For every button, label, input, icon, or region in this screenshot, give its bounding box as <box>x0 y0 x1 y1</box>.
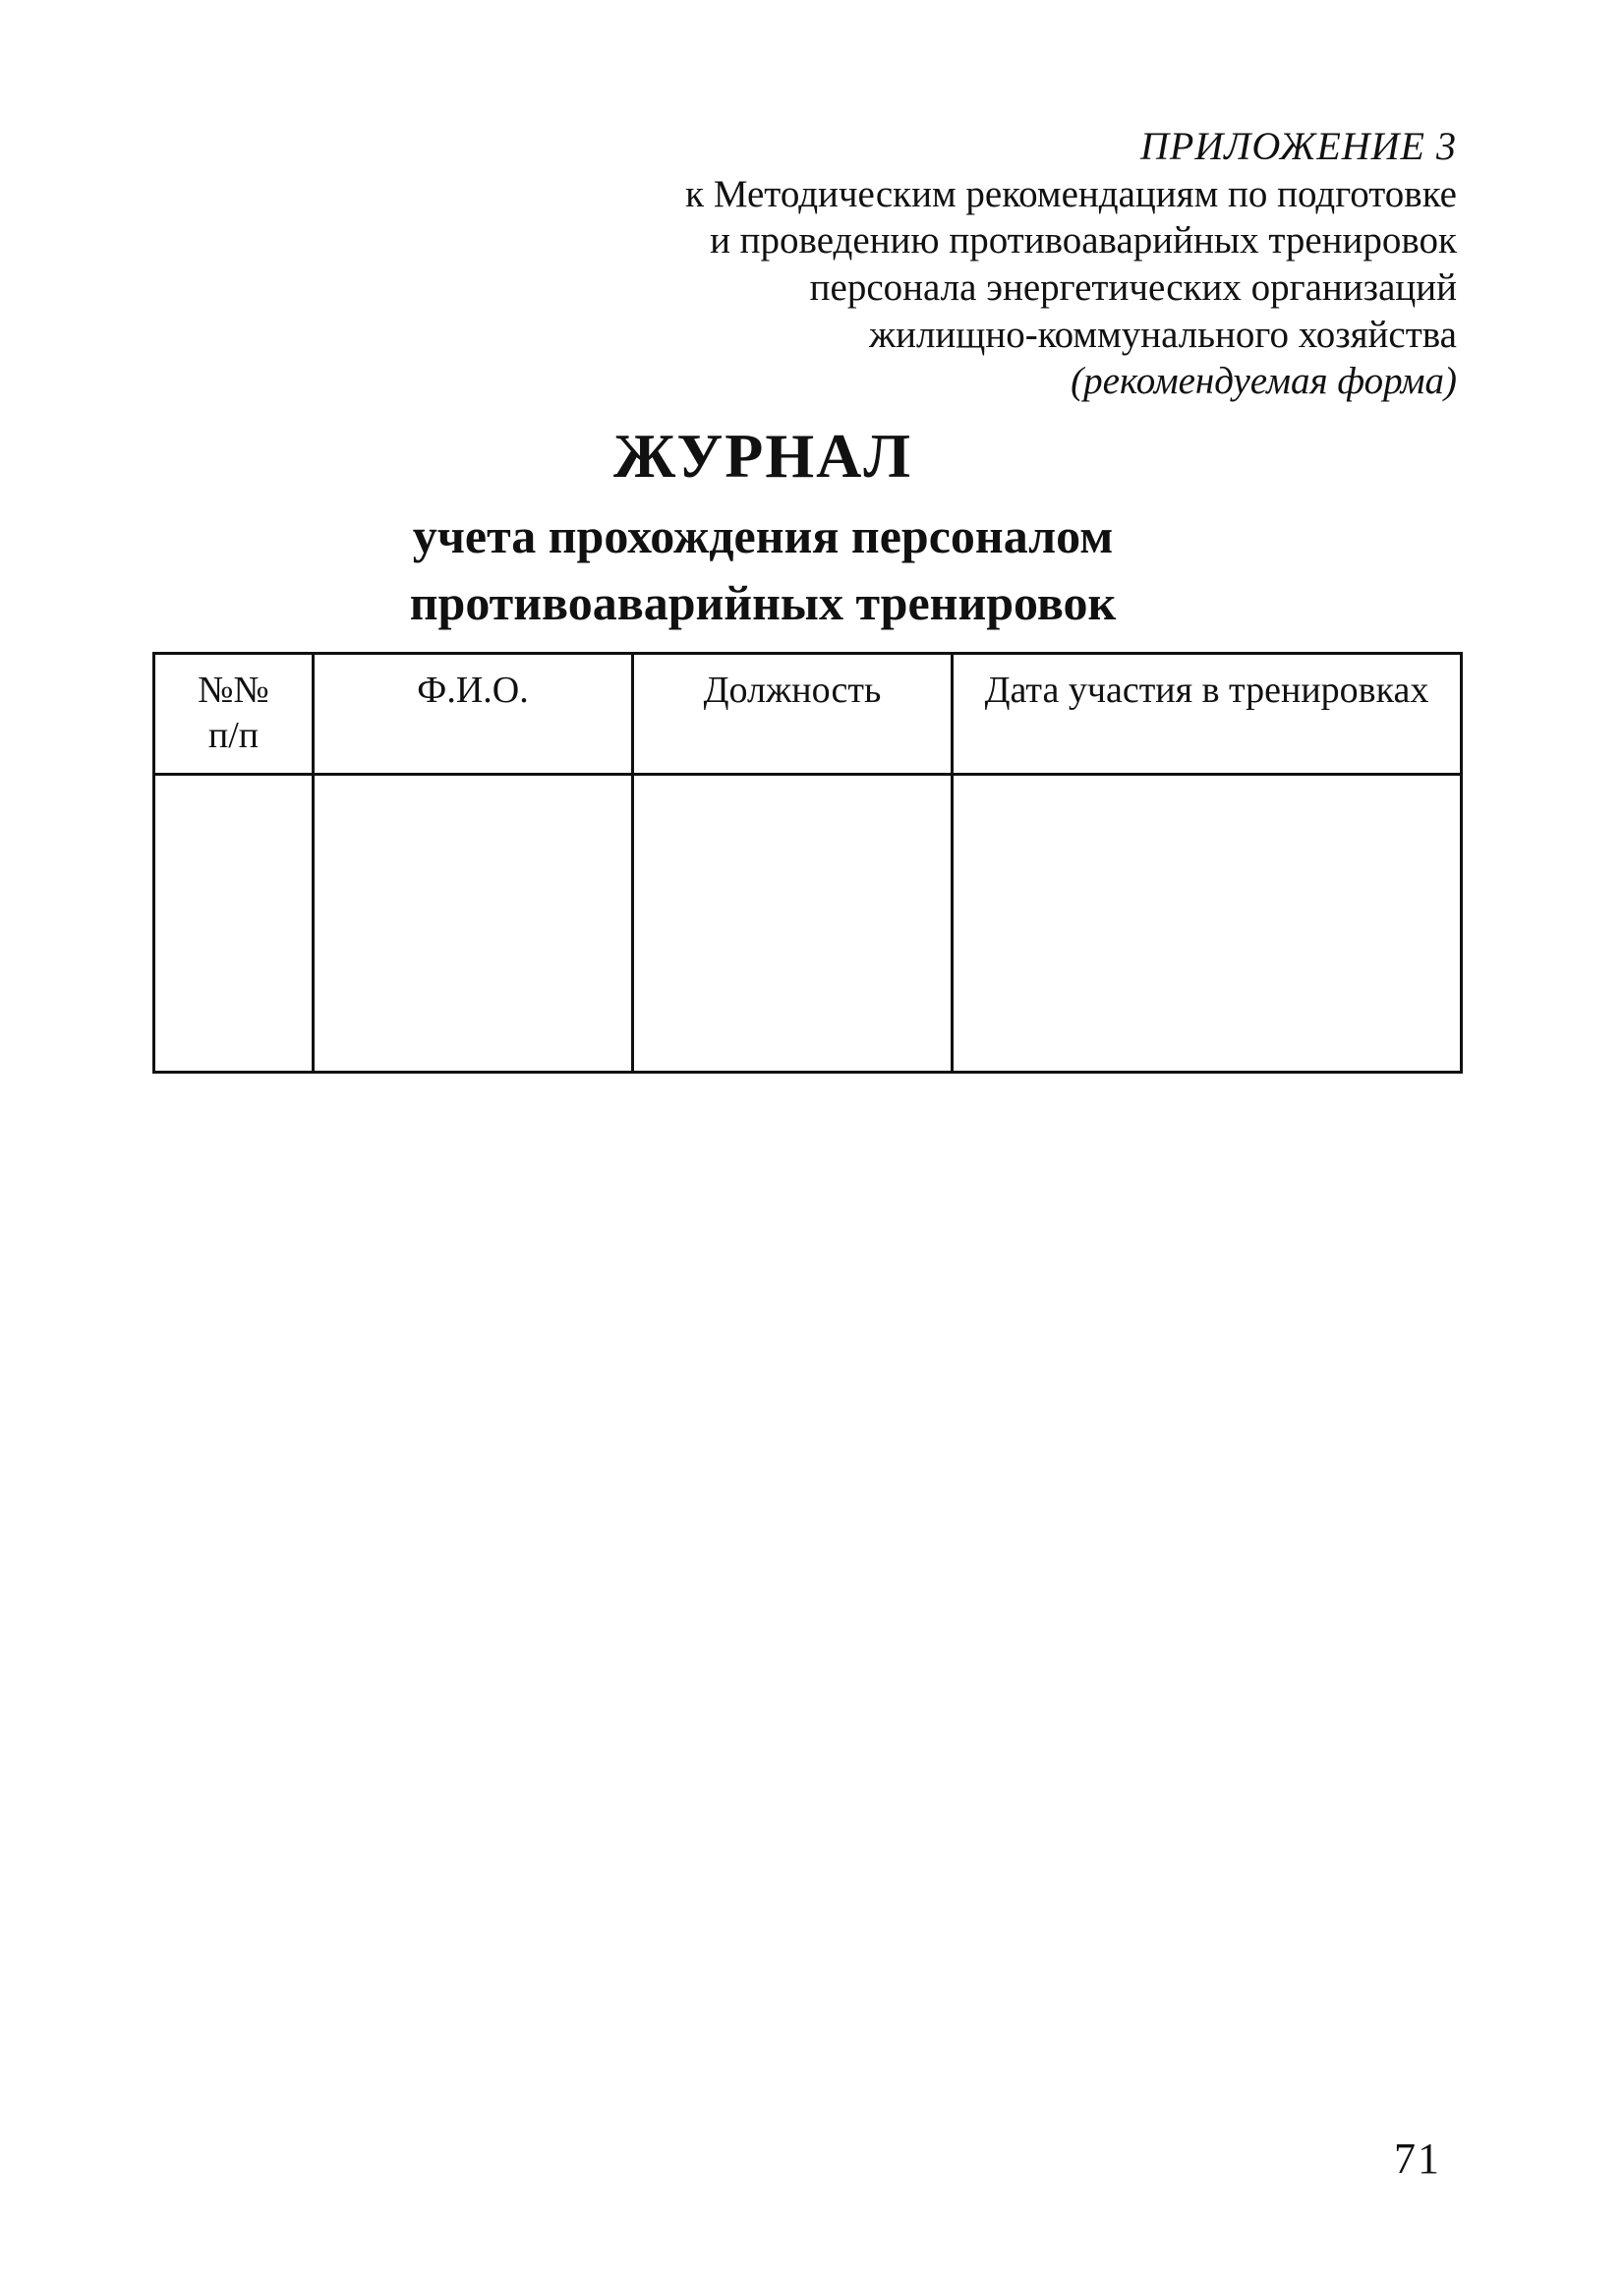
table-cell-date <box>953 775 1462 1073</box>
appendix-heading: ПРИЛОЖЕНИЕ 3 <box>1140 124 1457 168</box>
appendix-line: к Методическим рекомендациям по подготовке <box>685 172 1457 215</box>
table-cell-number <box>154 775 314 1073</box>
appendix-line: жилищно-коммунального хозяйства <box>869 313 1457 356</box>
column-header-number-line-2: п/п <box>207 714 260 756</box>
title-main: ЖУРНАЛ <box>612 421 913 491</box>
form-note: (рекомендуемая форма) <box>1071 360 1457 403</box>
table-cell-name <box>314 775 633 1073</box>
journal-table <box>152 652 1463 1074</box>
table-row <box>154 775 1462 1073</box>
appendix-header <box>685 123 1457 405</box>
column-header-name: Ф.И.О. <box>314 654 633 775</box>
column-header-date: Дата участия в тренировках <box>953 654 1462 775</box>
column-header-number <box>154 654 314 775</box>
table-cell-position <box>633 775 953 1073</box>
page-number: 71 <box>1394 2134 1441 2183</box>
table-header-row <box>154 654 1462 775</box>
column-header-number-line-1: №№ <box>198 670 269 711</box>
appendix-line: персонала энергетических организаций <box>809 265 1457 309</box>
title-subtitle-line-1: учета прохождения персоналом <box>412 508 1114 563</box>
title-subtitle-line-2: противоаварийных тренировок <box>409 575 1117 630</box>
column-header-position: Должность <box>633 654 953 775</box>
appendix-line: и проведению противоаварийных тренировок <box>710 219 1457 263</box>
